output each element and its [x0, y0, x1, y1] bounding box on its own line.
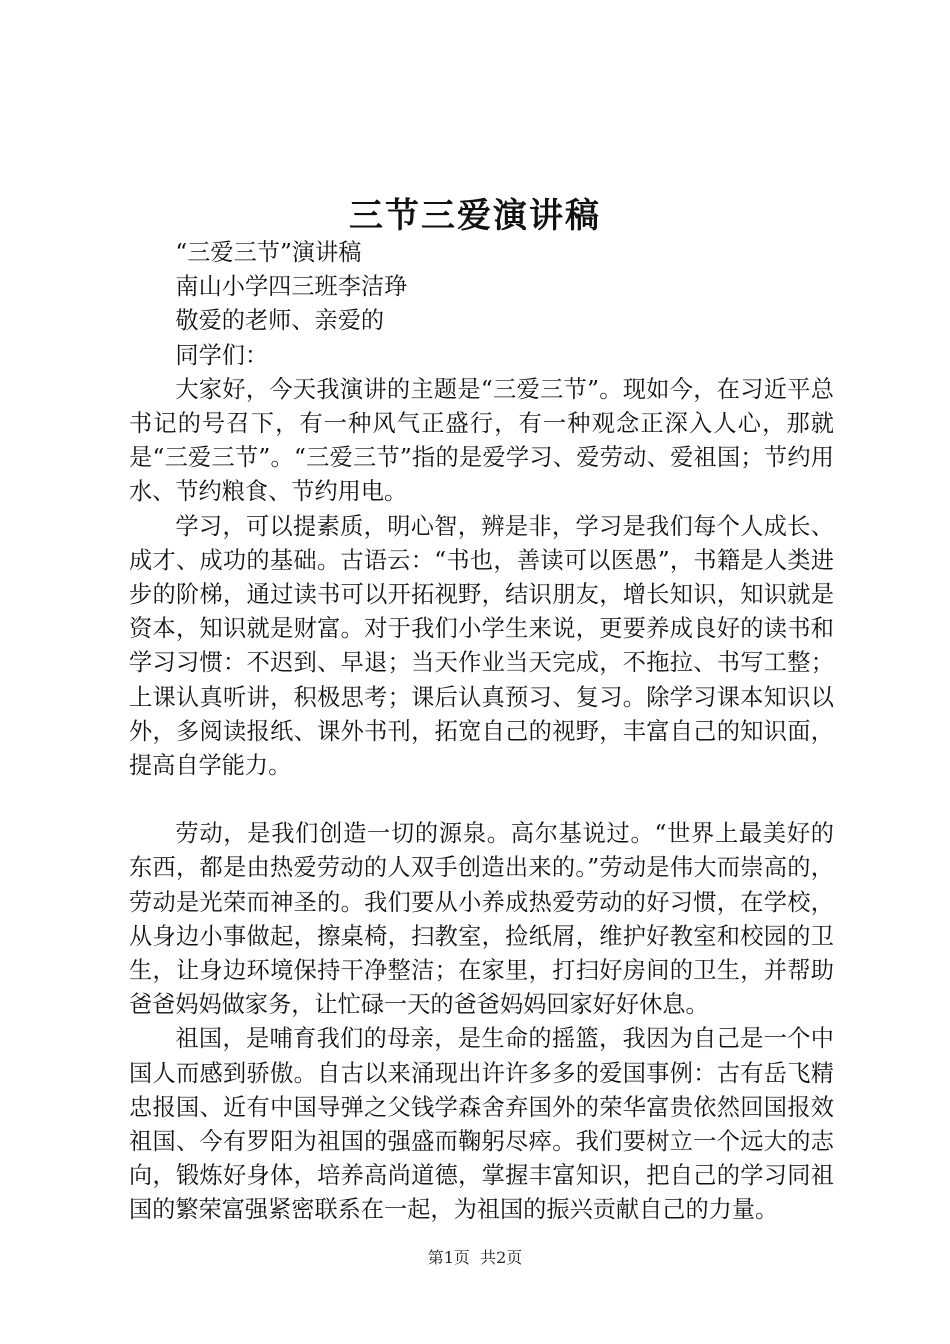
salutation-line-2: 同学们：: [175, 341, 269, 369]
speech-heading: “三爱三节”演讲稿: [175, 239, 362, 266]
page-number: 第1页 共2页: [427, 1248, 523, 1267]
page-footer: [0, 1245, 950, 1268]
document-body: [129, 236, 834, 1228]
salutation-line-1: 敬爱的老师、亲爱的: [175, 307, 385, 335]
paragraph-labor: 劳动，是我们创造一切的源泉。高尔基说过。“世界上最美好的东西，都是由热爱劳动的人双手创造出来的。”劳动是伟大而崇高的，劳动是光荣而神圣的。我们要从小养成热爱劳动的好习惯，在学校，从身边小事做起，擦桌椅，扫教室，捡纸屑，维护好教室和校园的卫生，让身边环境保持干净整洁；在家里，打扫好房间的卫生，并帮助爸爸妈妈做家务，让忙碌一天的爸爸妈妈回家好好休息。: [129, 820, 834, 1019]
document-title: 三节三爱演讲稿: [349, 196, 601, 236]
paragraph-intro: 大家好，今天我演讲的主题是“三爱三节”。现如今，在习近平总书记的号召下，有一种风气正盛行，有一种观念正深入人心，那就是“三爱三节”。“三爱三节”指的是爱学习、爱劳动、爱祖国；节约用水、节约粮食、节约用电。: [129, 375, 834, 506]
paragraph-motherland: 祖国，是哺育我们的母亲，是生命的摇篮，我因为自己是一个中国人而感到骄傲。自古以来涌现出许许多多的爱国事例：古有岳飞精忠报国、近有中国导弹之父钱学森舍弃国外的荣华富贵依然回国报效祖国、今有罗阳为祖国的强盛而鞠躬尽瘁。我们要树立一个远大的志向，锻炼好身体，培养高尚道德，掌握丰富知识，把自己的学习同祖国的繁荣富强紧密联系在一起，为祖国的振兴贡献自己的力量。: [129, 1025, 834, 1224]
paragraph-study: 学习，可以提素质，明心智，辨是非，学习是我们每个人成长、成才、成功的基础。古语云：“书也，善读可以医愚”，书籍是人类进步的阶梯，通过读书可以开拓视野，结识朋友，增长知识，知识就是资本，知识就是财富。对于我们小学生来说，更要养成良好的读书和学习习惯：不迟到、早退；当天作业当天完成，不拖拉、书写工整；上课认真听讲，积极思考；课后认真预习、复习。除学习课本知识以外，多阅读报纸、课外书刊，拓宽自己的视野，丰富自己的知识面，提高自学能力。: [129, 512, 834, 780]
author-line: 南山小学四三班李洁琤: [175, 273, 408, 301]
